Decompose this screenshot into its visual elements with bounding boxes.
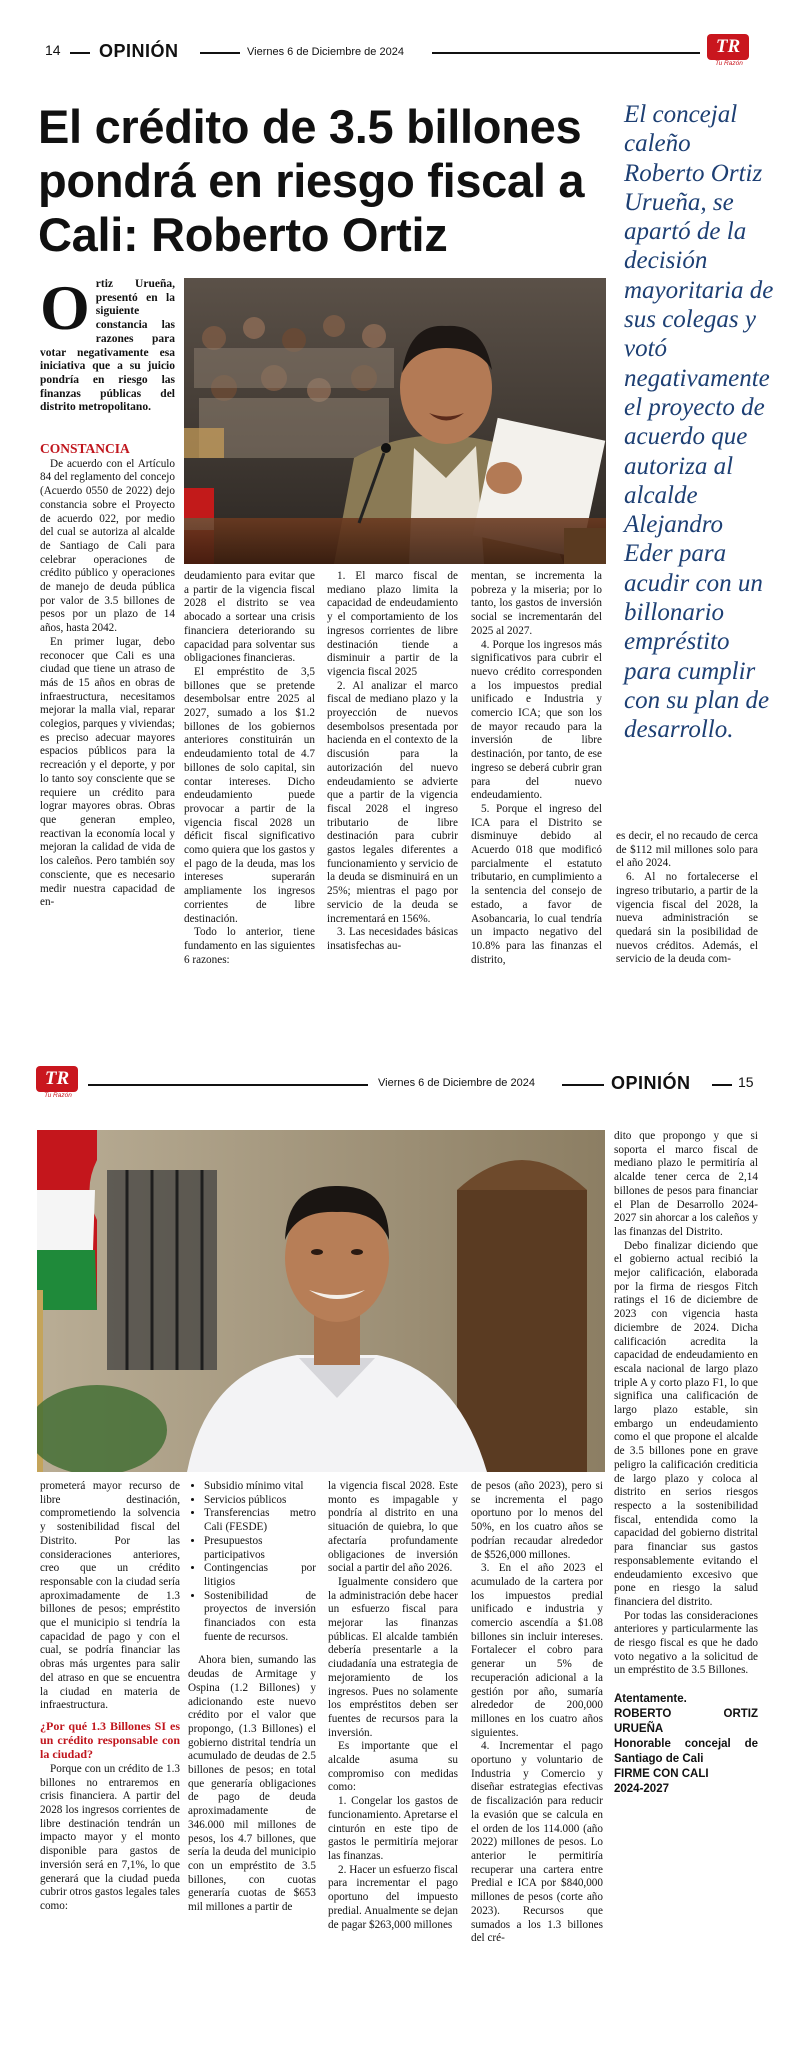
signature-line: Atentamente. bbox=[614, 1693, 687, 1706]
section-title: OPINIÓN bbox=[611, 1073, 691, 1093]
header-rule bbox=[70, 52, 90, 54]
paragraph: 6. Al no fortalecerse el ingreso tributario, a partir de la vigencia fiscal del 2028, la nueva administración se quedará sin la posibilidad de nuevos créditos. Además, el servicio de la deuda com- bbox=[616, 871, 758, 966]
header-rule bbox=[88, 1084, 368, 1086]
page2-right-column bbox=[614, 1130, 758, 1797]
paragraph: Es importante que el alcalde asuma su compromiso con medidas como: bbox=[328, 1740, 458, 1794]
page1-column-2 bbox=[184, 570, 315, 967]
paragraph: Igualmente considero que la administración debe hacer un esfuerzo fiscal para mejorar las finanzas públicas. El alcalde también debería presentarle a la ciudadanía una estrategia de mejoramiento de los ingresos. Pues no solamente los empréstitos deben ser fuentes de recursos para la inversión. bbox=[328, 1575, 458, 1739]
paragraph: 5. Porque el ingreso del ICA para el Distrito se disminuye debido al Acuerdo 018 que modificó parcialmente el estatuto tributario, en cumplimiento a la sentencia del consejo de estado, a favor de Asobancaria, lo cual tendría un impacto negativo del 10.8% para las finanzas el distrito, bbox=[471, 802, 602, 966]
signature-role: Honorable concejal de Santiago de Cali bbox=[614, 1738, 758, 1766]
intro-column bbox=[40, 272, 175, 415]
paragraph: mentan, se incrementa la pobreza y la miseria; por lo tanto, los gastos de inversión social se incrementarán del 2025 al 2027. bbox=[471, 570, 602, 637]
pull-quote: El concejal caleño Roberto Ortiz Urueña, se apartó de la decisión mayoritaria de sus colegas y votó negativamente el proyecto de acuerdo que autoriza al alcalde Alejandro Eder para acudir con un billonario empréstito para cumplir con su plan de desarrollo. bbox=[624, 101, 774, 744]
signature-party: FIRME CON CALI bbox=[614, 1768, 709, 1781]
paragraph: Debo finalizar diciendo que el gobierno actual recibió la mejor calificación, elaborada por la firma de riesgos Fitch ratings el 16 de diciembre de 2023 con vigencia hasta diciembre de 2024. Dicha calificación acredita la capacidad de endeudamiento en escala nacional de largo plazo triple A y corto plazo F1, lo que significa una calificación de largo plazo estable, sin embargo un endeudamiento como el que propone el alcalde de 3.5 billones pone en grave peligro la calificación crediticia de largo plazo y coloca al distrito en serios riesgos respecto a la sostenibilidad fiscal, entendida como la capacidad del gobierno distrital para financiar sus gastos responsablemente evitando el endeudamiento excesivo que pone en riesgo la salud financiera del distrito. bbox=[614, 1239, 758, 1608]
portrait-photo-illustration bbox=[37, 1130, 605, 1472]
signature-term: 2024-2027 bbox=[614, 1783, 669, 1796]
page-number: 15 bbox=[738, 1074, 754, 1090]
page2-column-3 bbox=[328, 1480, 458, 1932]
paragraph: 2. Al analizar el marco fiscal de mediano plazo y la proyección de nuevos desembolsos presentada por hacienda en el contexto de la discusión para la autorización del nuevo endeudamiento se advierte que a partir de la vigencia fiscal 2028 el ingreso tributario de libre destinación para cubrir gastos legales diferentes a funcionamiento y servicio de la deuda se disminuirá en un 25%; mientras el pago por servicio de la deuda se incrementará en 156%. bbox=[327, 679, 458, 925]
signature-block bbox=[614, 1692, 758, 1797]
paragraph: 1. Congelar los gastos de funcionamiento. Apretarse el cinturón en este tipo de gastos le permitiría mejorar las finanzas. bbox=[328, 1795, 458, 1862]
speaker-photo bbox=[184, 278, 606, 564]
page2-column-2 bbox=[188, 1480, 316, 1915]
paragraph: deudamiento para evitar que a partir de la vigencia fiscal 2028 el distrito se vea abocado a sortear una crisis financiera deteriorando su capacidad para solventar sus obligaciones financieras. bbox=[184, 570, 315, 665]
intro-text: rtiz Urueña, presentó en la siguiente constancia las razones para votar negativamente esa iniciativa que a su juicio pondría en riesgo las finanzas públicas del distrito metropolitano. bbox=[40, 278, 175, 414]
speaker-photo-illustration bbox=[184, 278, 606, 564]
page1-column-1 bbox=[40, 436, 175, 910]
paragraph: la vigencia fiscal 2028. Este monto es impagable y pondría al distrito en una situación de quiebra, lo que afectaría profundamente obligaciones de inversión social a partir del año 2026. bbox=[328, 1480, 458, 1575]
list-item: • Servicios públicos bbox=[204, 1494, 316, 1508]
list-item: • Transferencias metro Cali (FESDE) bbox=[204, 1507, 316, 1534]
article-title: El crédito de 3.5 billones pondrá en riesgo fiscal a Cali: Roberto Ortiz bbox=[38, 100, 585, 261]
header-rule bbox=[562, 1084, 604, 1086]
subhead-question: ¿Por qué 1.3 Billones SI es un crédito responsable con la ciudad? bbox=[40, 1718, 180, 1761]
dropcap: O bbox=[40, 272, 90, 343]
page2-column-4 bbox=[471, 1480, 603, 1946]
paragraph: Ahora bien, sumando las deudas de Armitage y Ospina (1.2 Billones) y adicionando este nuevo crédito por el valor que propongo, (1.3 Billones) el gobierno distrital tendría un acumulado de deudas de 2.5 billones de pesos; en total que generaría obligaciones de pago de deuda aproximadamente de 346.000 mil millones de pesos, los 4.7 billones, que sería la deuda del municipio con un empréstito de 3.5 billones, con cuotas generaría cuotas de $653 mil millones a partir de bbox=[188, 1654, 316, 1914]
paragraph: En primer lugar, debo reconocer que Cali es una ciudad que tiene un atraso de más de 15 años en obras de infraestructura, necesitamos mejorar la malla vial, reparar colegios, parques y viviendas; es preciso adecuar mayores espacios públicos para la recreación y el deporte, y por lo tanto soy consciente que se requiere un crédito para lograr mayores obras. Obras que generan empleo, reactivan la economía local y mejoran la calidad de vida de los caleños. Pero también soy consciente, que es necesario medir nuestra capacidad de en- bbox=[40, 635, 175, 909]
paragraph: 4. Incrementar el pago oportuno y voluntario de Industria y Comercio y diseñar estrategias efectivas de fiscalización para reducir la evasión que se calcula en el orden de los 114.000 (año 2022) millones de pesos. Lo anterior le permitiría recuperar una cartera entre Predial e ICA por $840,000 millones de pesos (corte año 2023). Recursos que sumados a los 1.3 billones del cré- bbox=[471, 1740, 603, 1945]
header-rule bbox=[432, 52, 700, 54]
issue-date: Viernes 6 de Diciembre de 2024 bbox=[247, 46, 404, 58]
section-title: OPINIÓN bbox=[99, 41, 179, 61]
publication-logo bbox=[36, 1066, 80, 1102]
paragraph: 2. Hacer un esfuerzo fiscal para incrementar el pago oportuno del impuesto predial. Anualmente se dejan de pagar $263,000 millones bbox=[328, 1863, 458, 1931]
page1-column-3 bbox=[327, 570, 458, 954]
paragraph: Todo lo anterior, tiene fundamento en las siguientes 6 razones: bbox=[184, 926, 315, 966]
logo-text: Tu Razón bbox=[715, 60, 743, 67]
page2-column-1 bbox=[40, 1480, 180, 1914]
paragraph: 1. El marco fiscal de mediano plazo limita la capacidad de endeudamiento y el comportamiento de los ingresos corrientes de libre destinación tiende a disminuir a partir de la vigencia fiscal 2025 bbox=[327, 570, 458, 678]
paragraph: 3. En el año 2023 el acumulado de la cartera por los impuestos predial unificado e industria y comercio ascendía a $1.08 billones sin incluir intereses. Fortalecer el cobro para generar un 5% de recuperación adicional a la gestión por año, sumaría alrededor de 200,000 millones en los cuatro años siguientes. bbox=[471, 1562, 603, 1739]
paragraph: De acuerdo con el Artículo 84 del reglamento del concejo (Acuerdo 0550 de 2022) dejo constancia sobre el Proyecto de acuerdo 022, por medio del cual se autoriza al alcalde de Santiago de Cali para celebrar operaciones de crédito público y operaciones de manejo de deuda pública por valor de 3.5 billones de pesos por un plazo de 14 años, hasta 2042. bbox=[40, 457, 175, 635]
header-rule bbox=[200, 52, 240, 54]
paragraph: Por todas las consideraciones anteriores y particularmente las de riesgo fiscal es que he dado voto negativo a la solicitud de un empréstito de 3.5 Billones. bbox=[614, 1609, 758, 1677]
list-item: • Presupuestos participativos bbox=[204, 1535, 316, 1562]
paragraph: de pesos (año 2023), pero si se incrementa el pago oportuno por lo menos del 50%, en los cuatro años se podrían recaudar alrededor de $526,000 millones. bbox=[471, 1480, 603, 1561]
paragraph: 3. Las necesidades básicas insatisfechas au- bbox=[327, 926, 458, 952]
logo-text: Tu Razón bbox=[44, 1092, 72, 1099]
page1-column-4 bbox=[471, 570, 602, 967]
issue-date: Viernes 6 de Diciembre de 2024 bbox=[378, 1077, 535, 1089]
subhead-constancia: CONSTANCIA bbox=[40, 441, 130, 456]
list-item: • Contingencias por litigios bbox=[204, 1562, 316, 1589]
page-number: 14 bbox=[45, 42, 61, 58]
paragraph: 4. Porque los ingresos más significativos para cubrir el nuevo crédito corresponden a los impuestos predial unificado e Industria y comercio ICA; que son los de mayor recaudo para la inversión de libre destinación, por tanto, de ese ingreso se deberá cubrir gran para del nuevo endeudamiento. bbox=[471, 638, 602, 802]
paragraph: prometerá mayor recurso de libre destinación, comprometiendo la solvencia y sostenibilidad fiscal del Distrito. Por las consideraciones anteriores, creo que un crédito responsable con la ciudad sería aproximadamente de 1.3 billones de pesos; empréstito que el municipio si tendría la capacidad de pago y con el cual, se podría financiar las obras más urgentes para salir del atraso en que se encuentra la ciudad en materia de infraestructura. bbox=[40, 1480, 180, 1712]
header-rule bbox=[712, 1084, 732, 1086]
expense-list bbox=[188, 1480, 316, 1644]
logo-mark: TR bbox=[707, 34, 749, 60]
publication-logo bbox=[707, 34, 751, 70]
paragraph: Porque con un crédito de 1.3 billones no entraremos en crisis financiera. A partir del 2028 los ingresos corrientes de libre destinación tendrán un impacto mayor y el monto disponible para gastos de inversión será en 7,1%, lo que generará que la ciudad pueda cubrir otros gastos legales tales como: bbox=[40, 1762, 180, 1912]
paragraph: dito que propongo y que si soporta el marco fiscal de mediano plazo le permitiría al alcalde tener cerca de 2,14 billones de pesos para financiar el Plan de Desarrollo 2024-2027 sin ahorcar a los caleños y las finanzas del Distrito. bbox=[614, 1130, 758, 1238]
paragraph: El empréstito de 3,5 billones que se pretende desembolsar entre 2025 al 2027, sumado a los $1.2 billones de los gobiernos anteriores constituirán un endeudamiento total de 4.7 billones de solo capital, sin contar intereses. Dicho endeudamiento puede provocar a partir de la vigencia fiscal 2028 un déficit fiscal significativo como quiera que los gastos y el pago de la deuda, mas los intereses superarán ampliamente los ingresos corrientes de libre destinación. bbox=[184, 665, 315, 925]
list-item: • Sostenibilidad de proyectos de inversión financiados con esta fuente de recursos. bbox=[204, 1590, 316, 1645]
list-item: • Subsidio mínimo vital bbox=[204, 1480, 316, 1494]
paragraph: es decir, el no recaudo de cerca de $112 mil millones solo para el año 2024. bbox=[616, 830, 758, 870]
signature-name: ROBERTO ORTIZ URUEÑA bbox=[614, 1708, 758, 1736]
page1-column-5 bbox=[616, 830, 758, 967]
portrait-photo bbox=[37, 1130, 605, 1472]
logo-mark: TR bbox=[36, 1066, 78, 1092]
